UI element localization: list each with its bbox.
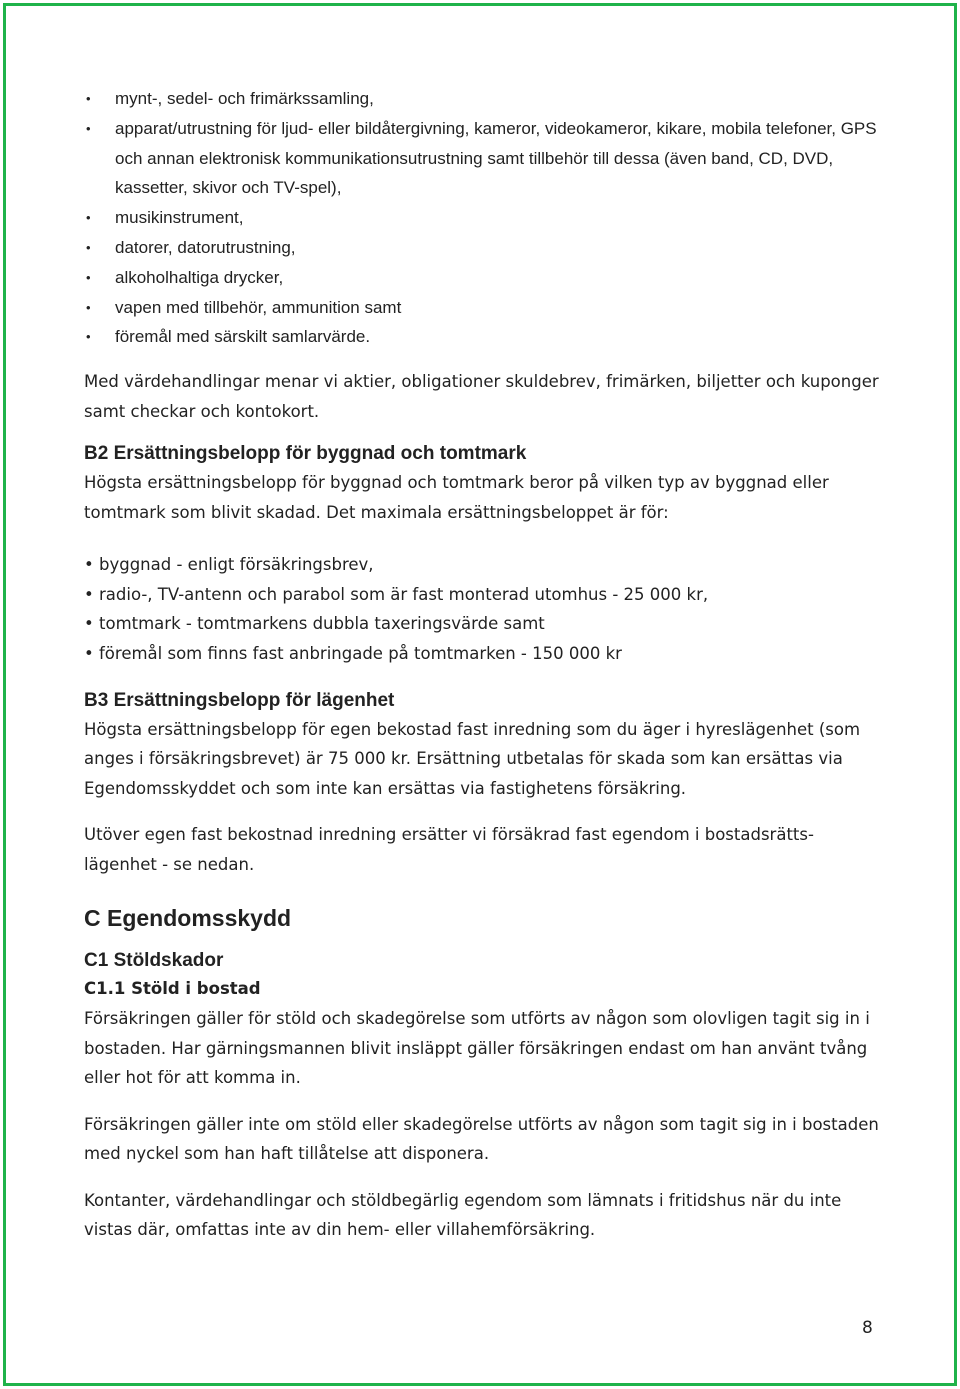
bullet-icon: •: [86, 299, 91, 315]
section-heading-c1-1: C1.1 Stöld i bostad: [84, 979, 261, 999]
page-number: 8: [862, 1318, 873, 1338]
bullet-icon: •: [84, 643, 94, 663]
section-heading-b2: B2 Ersättningsbelopp för byggnad och tomtmark: [84, 443, 527, 465]
list-item: • musikinstrument,: [84, 203, 884, 233]
section-heading-b3: B3 Ersättningsbelopp för lägenhet: [84, 689, 395, 711]
valuables-paragraph: Med värdehandlingar menar vi aktier, obligationer skuldebrev, frimärken, biljetter och kuponger samt checkar och kontokort.: [84, 372, 879, 421]
bullet-icon: •: [86, 239, 91, 255]
list-item: • byggnad - enligt försäkringsbrev,: [84, 550, 884, 580]
section-heading-c1: C1 Stöldskador: [84, 950, 224, 972]
c1-paragraph-1: Försäkringen gäller för stöld och skadegörelse som utförts av någon som olovligen tagit sig in i bostaden. Har gärningsmannen blivit insläppt gäller försäkringen endast om han använt tvång eller hot för att komma in.: [84, 1009, 870, 1088]
list-item: • datorer, datorutrustning,: [84, 233, 884, 263]
c1-paragraph-3: Kontanter, värdehandlingar och stöldbegärlig egendom som lämnats i fritidshus när du inte vistas där, omfattas inte av din hem- eller villahemförsäkring.: [84, 1190, 842, 1240]
list-item: • föremål som finns fast anbringade på tomtmarken - 150 000 kr: [84, 639, 884, 669]
b3-paragraph-1: Högsta ersättningsbelopp för egen bekostad fast inredning som du äger i hyreslägenhet (som anges i försäkringsbrevet) är 75 000 kr. Ersättning utbetalas för skada som kan ersättas via Egendomsskyddet och som inte kan ersättas via fastighetens försäkring.: [84, 719, 861, 798]
list-item: • apparat/utrustning för ljud- eller bildåtergivning, kameror, videokameror, kikare, mobila telefoner, GPS och annan elektronisk kommunikationsutrustning samt tillbehör till dessa (även band, CD, DVD, kassetter, skivor och TV-spel),: [84, 114, 884, 203]
list-item: • alkoholhaltiga drycker,: [84, 263, 884, 293]
bullet-icon: •: [86, 91, 91, 106]
covered-items-list: [84, 84, 884, 352]
list-item: • tomtmark - tomtmarkens dubbla taxeringsvärde samt: [84, 609, 884, 639]
c1-paragraph-2: Försäkringen gäller inte om stöld eller skadegörelse utförts av någon som tagit sig in i bostaden med nyckel som han haft tillåtelse att disponera.: [84, 1114, 879, 1164]
bullet-icon: •: [86, 329, 91, 345]
document-body: [84, 84, 884, 1245]
list-item: • mynt-, sedel- och frimärkssamling,: [84, 84, 884, 114]
bullet-icon: •: [86, 120, 91, 136]
list-item: • föremål med särskilt samlarvärde.: [84, 322, 884, 352]
bullet-icon: •: [86, 210, 91, 226]
bullet-icon: •: [84, 614, 94, 634]
b2-amounts-list: [84, 550, 884, 668]
list-item: • radio-, TV-antenn och parabol som är fast monterad utomhus - 25 000 kr,: [84, 580, 884, 610]
bullet-icon: •: [84, 555, 94, 575]
bullet-icon: •: [84, 584, 94, 604]
b2-paragraph: Högsta ersättningsbelopp för byggnad och tomtmark beror på vilken typ av byggnad eller tomtmark som blivit skadad. Det maximala ersättningsbeloppet är för:: [84, 473, 829, 522]
list-item: • vapen med tillbehör, ammunition samt: [84, 293, 884, 323]
bullet-icon: •: [86, 269, 91, 285]
section-heading-c: C Egendomsskydd: [84, 905, 292, 932]
b3-paragraph-2: Utöver egen fast bekostnad inredning ersätter vi försäkrad fast egendom i bostadsrätts-lägenhet - se nedan.: [84, 825, 814, 874]
